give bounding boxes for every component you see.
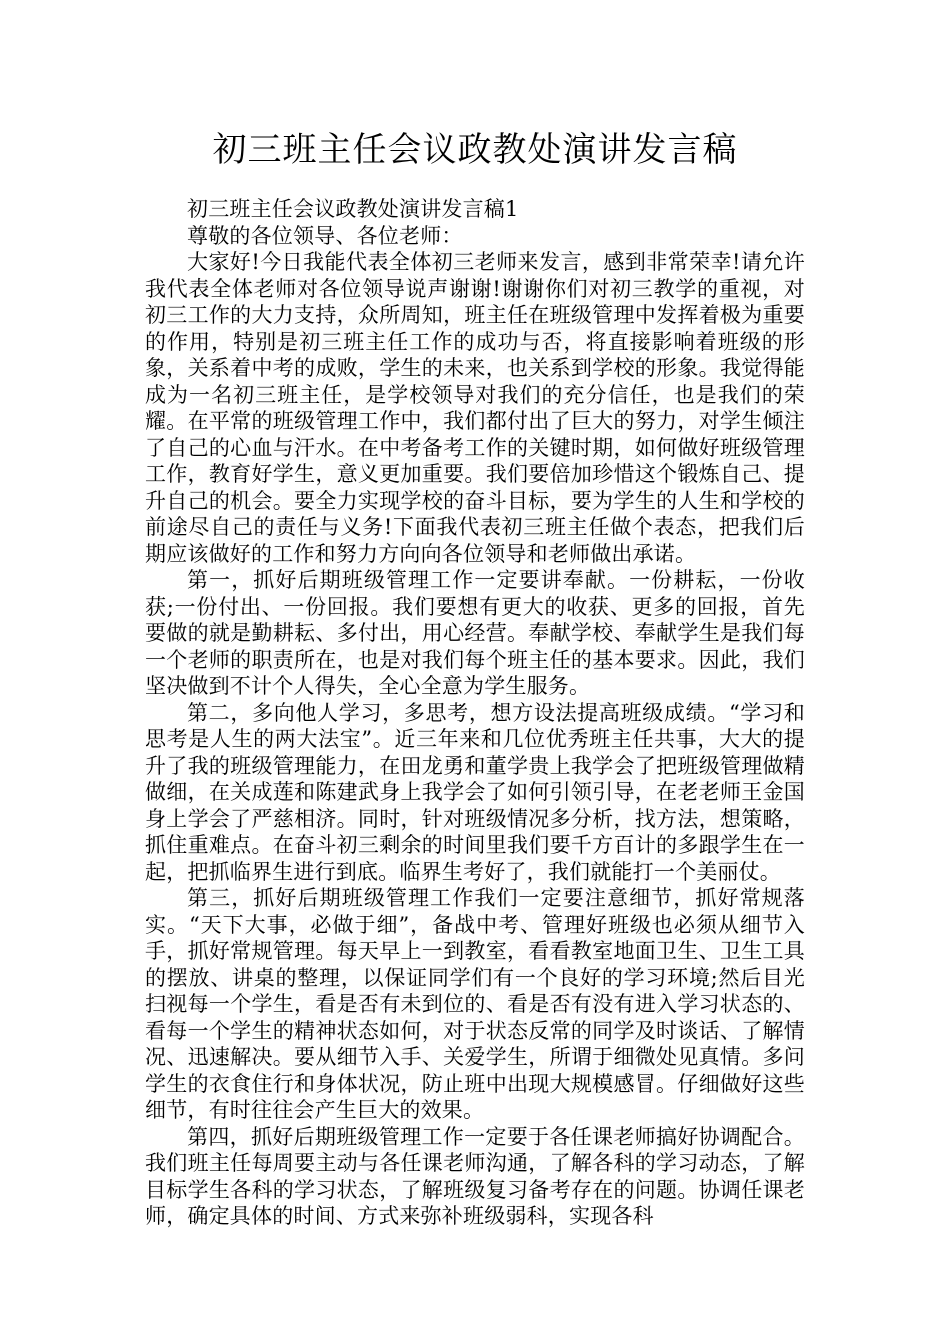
document-title: 初三班主任会议政教处演讲发言稿 [212, 130, 738, 170]
body-paragraph: 第二，多向他人学习，多思考，想方设法提高班级成绩。“学习和思考是人生的两大法宝”。近三年来和几位优秀班主任共事，大大的提升了我的班级管理能力，在田龙勇和董学贵上我学会了把班级管理做精做细，在关成莲和陈建武身上我学会了如何引领引导，在老老师王金国身上学会了严慈相济。同时，针对班级情况多分析，找方法，想策略，抓住重难点。在奋斗初三剩余的时间里我们要千方百计的多跟学生在一起，把抓临界生进行到底。临界生考好了，我们就能打一个美丽仗。 [145, 700, 805, 884]
document-body [145, 196, 805, 1230]
body-paragraph: 第一，抓好后期班级管理工作一定要讲奉献。一份耕耘，一份收获;一份付出、一份回报。我们要想有更大的收获、更多的回报，首先要做的就是勤耕耘、多付出，用心经营。奉献学校、奉献学生是我们每一个老师的职责所在，也是对我们每个班主任的基本要求。因此，我们坚决做到不计个人得失，全心全意为学生服务。 [145, 568, 805, 698]
body-paragraph: 第四，抓好后期班级管理工作一定要于各任课老师搞好协调配合。我们班主任每周要主动与各任课老师沟通，了解各科的学习动态，了解目标学生各科的学习状态，了解班级复习备考存在的问题。协调任课老师，确定具体的时间、方式来弥补班级弱科，实现各科 [145, 1124, 805, 1228]
body-paragraph: 大家好!今日我能代表全体初三老师来发言，感到非常荣幸!请允许我代表全体老师对各位领导说声谢谢!谢谢你们对初三教学的重视，对初三工作的大力支持，众所周知，班主任在班级管理中发挥着极为重要的作用，特别是初三班主任工作的成功与否，将直接影响着班级的形象，关系着中考的成败，学生的未来，也关系到学校的形象。我觉得能成为一名初三班主任，是学校领导对我们的充分信任，也是我们的荣耀。在平常的班级管理工作中，我们都付出了巨大的努力，对学生倾注了自己的心血与汗水。在中考备考工作的关键时期，如何做好班级管理工作，教育好学生，意义更加重要。我们要倍加珍惜这个锻炼自己、提升自己的机会。要全力实现学校的奋斗目标，要为学生的人生和学校的前途尽自己的责任与义务!下面我代表初三班主任做个表态，把我们后期应该做好的工作和努力方向向各位领导和老师做出承诺。 [145, 250, 805, 566]
salutation-paragraph: 尊敬的各位领导、各位老师： [187, 223, 463, 248]
body-paragraph: 第三，抓好后期班级管理工作我们一定要注意细节，抓好常规落实。“天下大事，必做于细”，备战中考、管理好班级也必须从细节入手，抓好常规管理。每天早上一到教室，看看教室地面卫生、卫生工具的摆放、讲桌的整理，以保证同学们有一个良好的学习环境;然后目光扫视每一个学生，看是否有未到位的、看是否有没有进入学习状态的、看每一个学生的精神状态如何，对于状态反常的同学及时谈话、了解情况、迅速解决。要从细节入手、关爱学生，所谓于细微处见真情。多问学生的衣食住行和身体状况，防止班中出现大规模感冒。仔细做好这些细节，有时往往会产生巨大的效果。 [145, 886, 805, 1122]
subtitle-paragraph: 初三班主任会议政教处演讲发言稿1 [187, 197, 519, 221]
